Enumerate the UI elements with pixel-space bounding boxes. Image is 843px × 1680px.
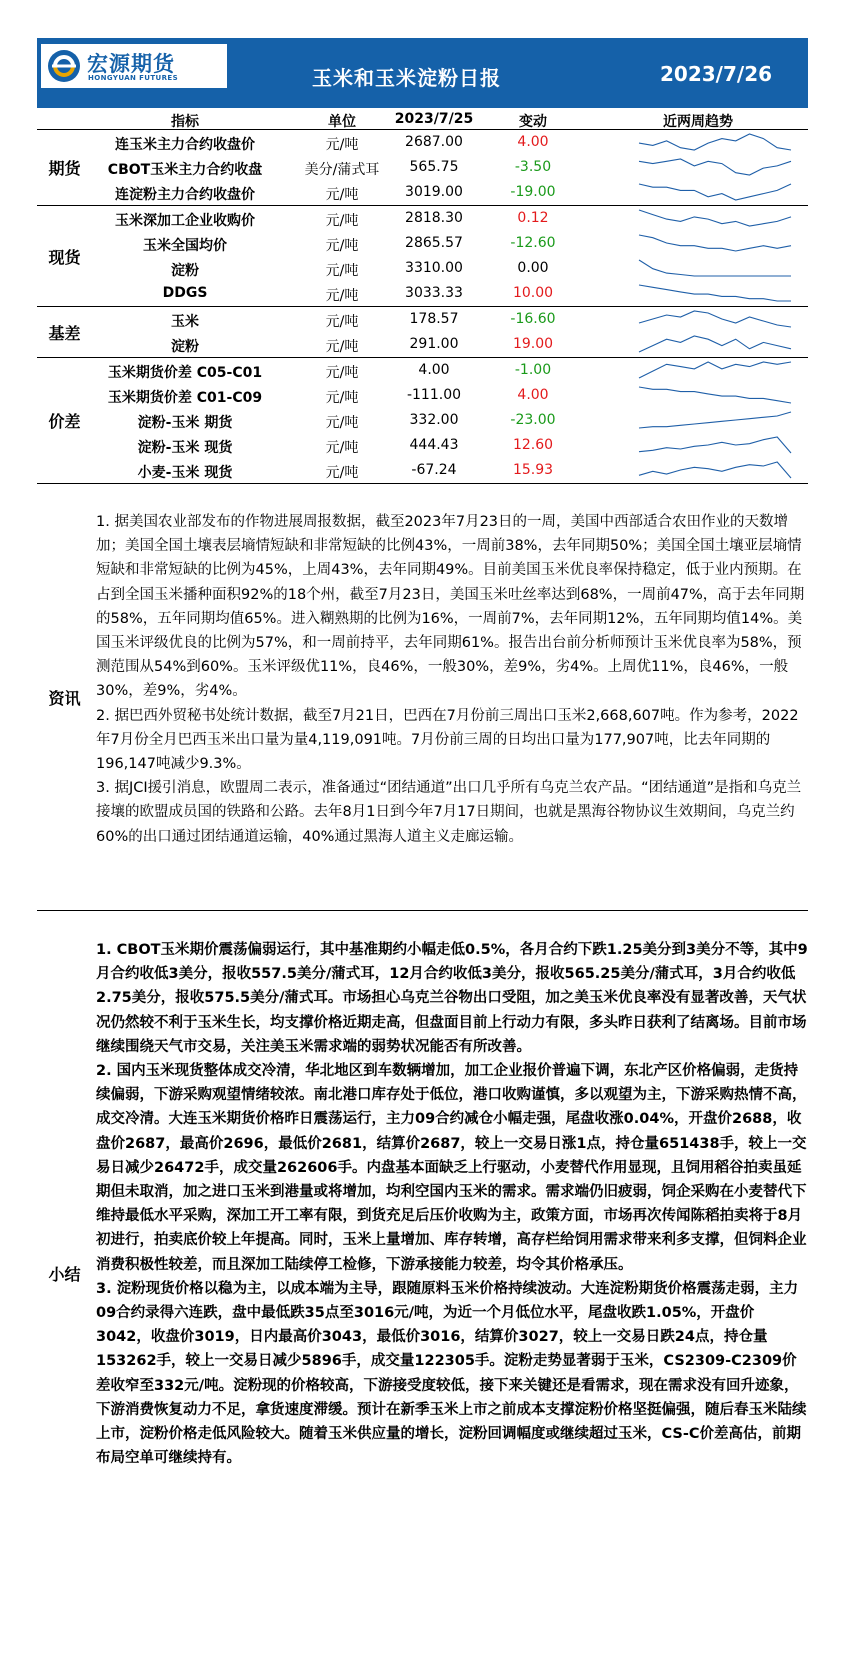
value-cell: -111.00 [406,387,462,403]
indicator-cell: 玉米 [171,314,199,330]
report-date: 2023/7/26 [660,62,773,86]
value-cell: 291.00 [409,336,459,352]
value-cell: 2818.30 [405,210,463,226]
change-cell: 0.00 [517,260,549,276]
indicator-cell: 淀粉 [171,263,199,279]
unit-cell: 元/吨 [325,263,359,279]
trend-line [639,285,791,301]
summary-paragraph: 2. 国内玉米现货整体成交冷清，华北地区到车数辆增加，加工企业报价普遍下调，东北产区价格偏弱，走货持续偏弱，下游采购观望情绪较浓。南北港口库存处于低位，港口收购谨慎，多以观望为主，下游采购热情不高，成交冷清。大连玉米期货价格昨日震荡运行，主力09合约减仓小幅走强，尾盘收涨0.04%，开盘价2688，收盘价2687，最高价2696，最低价2681，结算价2687，较上一交易日涨1点，持仓量651438手，较上一交易日减少26472手，成交量262606手。内盘基本面缺乏上行驱动，小麦替代作用显现，且饲用稻谷拍卖虽延期但未取消，加之进口玉米到港量或将增加，均利空国内玉米的需求。需求端仍旧疲弱，饲企采购在小麦替代下维持最低水平采购，深加工开工率有限，到货充足后压价收购为主，政策方面，市场再次传闻陈稻拍卖将于8月初进行，拍卖底价较上年提高。同时，玉米上量增加、库存转增，高存栏给饲用需求带来利多支撑，但饲料企业消费积极性较差，而且深加工陆续停工检修，下游承接能力较差，均令其价格承压。 [96,1063,807,1273]
change-cell: 12.60 [512,437,554,453]
trend-sparkline [637,208,793,228]
indicator-table [37,130,808,484]
value-cell: 3033.33 [405,285,463,301]
value-cell: 3019.00 [405,184,463,200]
company-logo [41,44,227,88]
change-cell: 4.00 [517,387,549,403]
section-label: 基差 [48,323,81,343]
value-cell: 565.75 [409,159,459,175]
column-header-unit: 单位 [328,114,356,130]
change-cell: 0.12 [517,210,549,226]
unit-cell: 元/吨 [325,288,359,304]
value-cell: 178.57 [409,311,459,327]
trend-sparkline [637,233,793,253]
trend-line [639,210,791,226]
value-cell: 4.00 [418,362,450,378]
trend-sparkline [637,182,793,202]
table-row [37,408,808,433]
trend-sparkline [637,157,793,177]
trend-line [639,462,791,478]
indicator-cell: 小麦-玉米 现货 [137,465,233,481]
news-section-label: 资讯 [48,688,81,708]
trend-line [639,184,791,200]
value-cell: 2687.00 [405,134,463,150]
trend-line [639,260,791,276]
table-row [37,155,808,180]
report-title: 玉米和玉米淀粉日报 [312,66,501,90]
trend-line [639,412,791,428]
table-row [37,281,808,306]
unit-cell: 元/吨 [325,365,359,381]
change-cell: -23.00 [510,412,556,428]
unit-cell: 元/吨 [325,213,359,229]
table-row [37,332,808,357]
summary-section-label: 小结 [48,1264,81,1284]
daily-report [37,38,808,1635]
table-section [37,358,808,484]
change-cell: -16.60 [510,311,556,327]
trend-line [639,311,791,327]
unit-cell: 元/吨 [325,339,359,355]
indicator-cell: 玉米深加工企业收购价 [115,213,255,229]
summary-section [37,911,808,1635]
trend-sparkline [637,309,793,329]
indicator-cell: 淀粉-玉米 现货 [137,440,233,456]
report-header [37,38,808,108]
summary-body [96,938,808,1470]
trend-line [639,159,791,175]
trend-sparkline [637,410,793,430]
trend-line [639,437,791,453]
table-row [37,358,808,383]
table-row [37,383,808,408]
unit-cell: 元/吨 [325,440,359,456]
indicator-cell: 连淀粉主力合约收盘价 [115,187,255,203]
news-paragraph: 3. 据JCI援引消息，欧盟周二表示，准备通过“团结通道”出口几乎所有乌克兰农产品。“团结通道”是指和乌克兰接壤的欧盟成员国的铁路和公路。去年8月1日到今年7月17日期间，也就是黑海谷物协议生效期间，乌克兰约60%的出口通过团结通道运输，40%通过黑海人道主义走廊运输。 [96,780,802,845]
trend-line [639,336,791,352]
table-row [37,231,808,256]
indicator-cell: 淀粉 [171,339,199,355]
unit-cell: 元/吨 [325,238,359,254]
column-header-indicator: 指标 [171,114,199,130]
unit-cell: 元/吨 [325,415,359,431]
unit-cell: 元/吨 [325,137,359,153]
trend-sparkline [637,460,793,480]
indicator-cell: DDGS [162,285,208,301]
value-cell: 444.43 [409,437,459,453]
column-header-change: 变动 [519,114,547,130]
indicator-cell: 淀粉-玉米 期货 [137,415,233,431]
unit-cell: 元/吨 [325,187,359,203]
change-cell: 4.00 [517,134,549,150]
value-cell: -67.24 [411,462,457,478]
trend-sparkline [637,385,793,405]
column-header-trend: 近两周趋势 [663,114,733,130]
trend-sparkline [637,283,793,303]
hongyuan-logo-icon [47,49,81,83]
unit-cell: 元/吨 [325,465,359,481]
trend-line [639,362,791,378]
indicator-cell: 玉米全国均价 [143,238,227,254]
table-section [37,307,808,358]
summary-paragraph: 1. CBOT玉米期价震荡偏弱运行，其中基准期约小幅走低0.5%，各月合约下跌1.25美分到3美分不等，其中9月合约收低3美分，报收557.5美分/蒲式耳，12月合约收低3美分，报收565.25美分/蒲式耳，3月合约收低2.75美分，报收575.5美分/蒲式耳。市场担心乌克兰谷物出口受阻，加之美玉米优良率没有显著改善，天气状况仍然较不利于玉米生长，均支撑价格近期走高，但盘面目前上行动力有限，多头昨日获利了结离场。目前市场继续围绕天气市交易，关注美玉米需求端的弱势状况能否有所改善。 [96,942,808,1055]
indicator-cell: 玉米期货价差 C05-C01 [107,365,263,381]
change-cell: 10.00 [512,285,554,301]
trend-sparkline [637,360,793,380]
indicator-cell: CBOT玉米主力合约收盘 [107,162,263,178]
table-row [37,433,808,458]
trend-sparkline [637,435,793,455]
unit-cell: 元/吨 [325,390,359,406]
table-section [37,206,808,307]
table-row [37,206,808,231]
change-cell: -19.00 [510,184,556,200]
column-header-date: 2023/7/25 [394,111,474,127]
news-paragraph: 1. 据美国农业部发布的作物进展周报数据，截至2023年7月23日的一周，美国中西部适合农田作业的天数增加；美国全国土壤表层墒情短缺和非常短缺的比例43%，一周前38%，去年同期50%；美国全国土壤亚层墒情短缺和非常短缺的比例为45%，上周43%，去年同期49%。目前美国玉米优良率保持稳定，低于业内预期。在占到全国玉米播种面积92%的18个州，截至7月23日，美国玉米吐丝率达到68%，一周前47%，高于去年同期的58%，五年同期均值65%。进入糊熟期的比例为16%，一周前7%，去年同期12%，五年同期均值14%。美国玉米评级优良的比例为57%，和一周前持平，去年同期61%。报告出台前分析师预计玉米优良率为58%，预测范围从54%到60%。玉米评级优11%，良46%，一般30%，差9%，劣4%。上周优11%，良46%，一般30%，差9%，劣4%。 [96,514,805,700]
logo-chinese-text: 宏源期货 [87,52,175,76]
change-cell: 15.93 [512,462,554,478]
section-label: 期货 [48,159,81,178]
indicator-cell: 玉米期货价差 C01-C09 [107,390,263,406]
unit-cell: 元/吨 [325,314,359,330]
section-label: 现货 [48,247,81,267]
trend-line [639,387,791,403]
table-row [37,256,808,281]
change-cell: -1.00 [514,362,552,378]
logo-english-text: HONGYUAN FUTURES [88,74,179,82]
news-section [37,484,808,911]
column-header-row [37,108,808,130]
table-section [37,130,808,206]
table-row [37,180,808,205]
news-body [96,510,808,849]
trend-sparkline [637,132,793,152]
table-row [37,458,808,483]
table-row [37,307,808,332]
value-cell: 2865.57 [405,235,463,251]
trend-line [639,134,791,150]
trend-line [639,235,791,251]
value-cell: 332.00 [409,412,459,428]
trend-sparkline [637,258,793,278]
unit-cell: 美分/蒲式耳 [304,162,380,178]
trend-sparkline [637,334,793,354]
section-label: 价差 [48,412,81,431]
change-cell: -12.60 [510,235,556,251]
summary-paragraph: 3. 淀粉现货价格以稳为主，以成本端为主导，跟随原料玉米价格持续波动。大连淀粉期货价格震荡走弱，主力09合约录得六连跌，盘中最低跌35点至3016元/吨，为近一个月低位水平，尾盘收跌1.05%，开盘价3042，收盘价3019，日内最高价3043，最低价3016，结算价3027，较上一交易日跌24点，持仓量153262手，较上一交易日减少5896手，成交量122305手。淀粉走势显著弱于玉米，CS2309-C2309价差收窄至332元/吨。淀粉现的价格较高，下游接受度较低，接下来关键还是看需求，现在需求没有回升迹象，下游消费恢复动力不足，拿货速度滞缓。预计在新季玉米上市之前成本支撑淀粉价格坚挺偏强，随后春玉米陆续上市，淀粉价格走低风险较大。随着玉米供应量的增长，淀粉回调幅度或继续超过玉米，CS-C价差高估，前期布局空单可继续持有。 [96,1280,807,1467]
change-cell: -3.50 [514,159,552,175]
change-cell: 19.00 [512,336,554,352]
table-row [37,130,808,155]
value-cell: 3310.00 [405,260,463,276]
news-paragraph: 2. 据巴西外贸秘书处统计数据，截至7月21日，巴西在7月份前三周出口玉米2,668,607吨。作为参考，2022年7月份全月巴西玉米出口量为量4,119,091吨。7月份前三周的日均出口量为177,907吨，比去年同期的196,147吨减少9.3%。 [96,707,799,773]
indicator-cell: 连玉米主力合约收盘价 [115,137,255,153]
